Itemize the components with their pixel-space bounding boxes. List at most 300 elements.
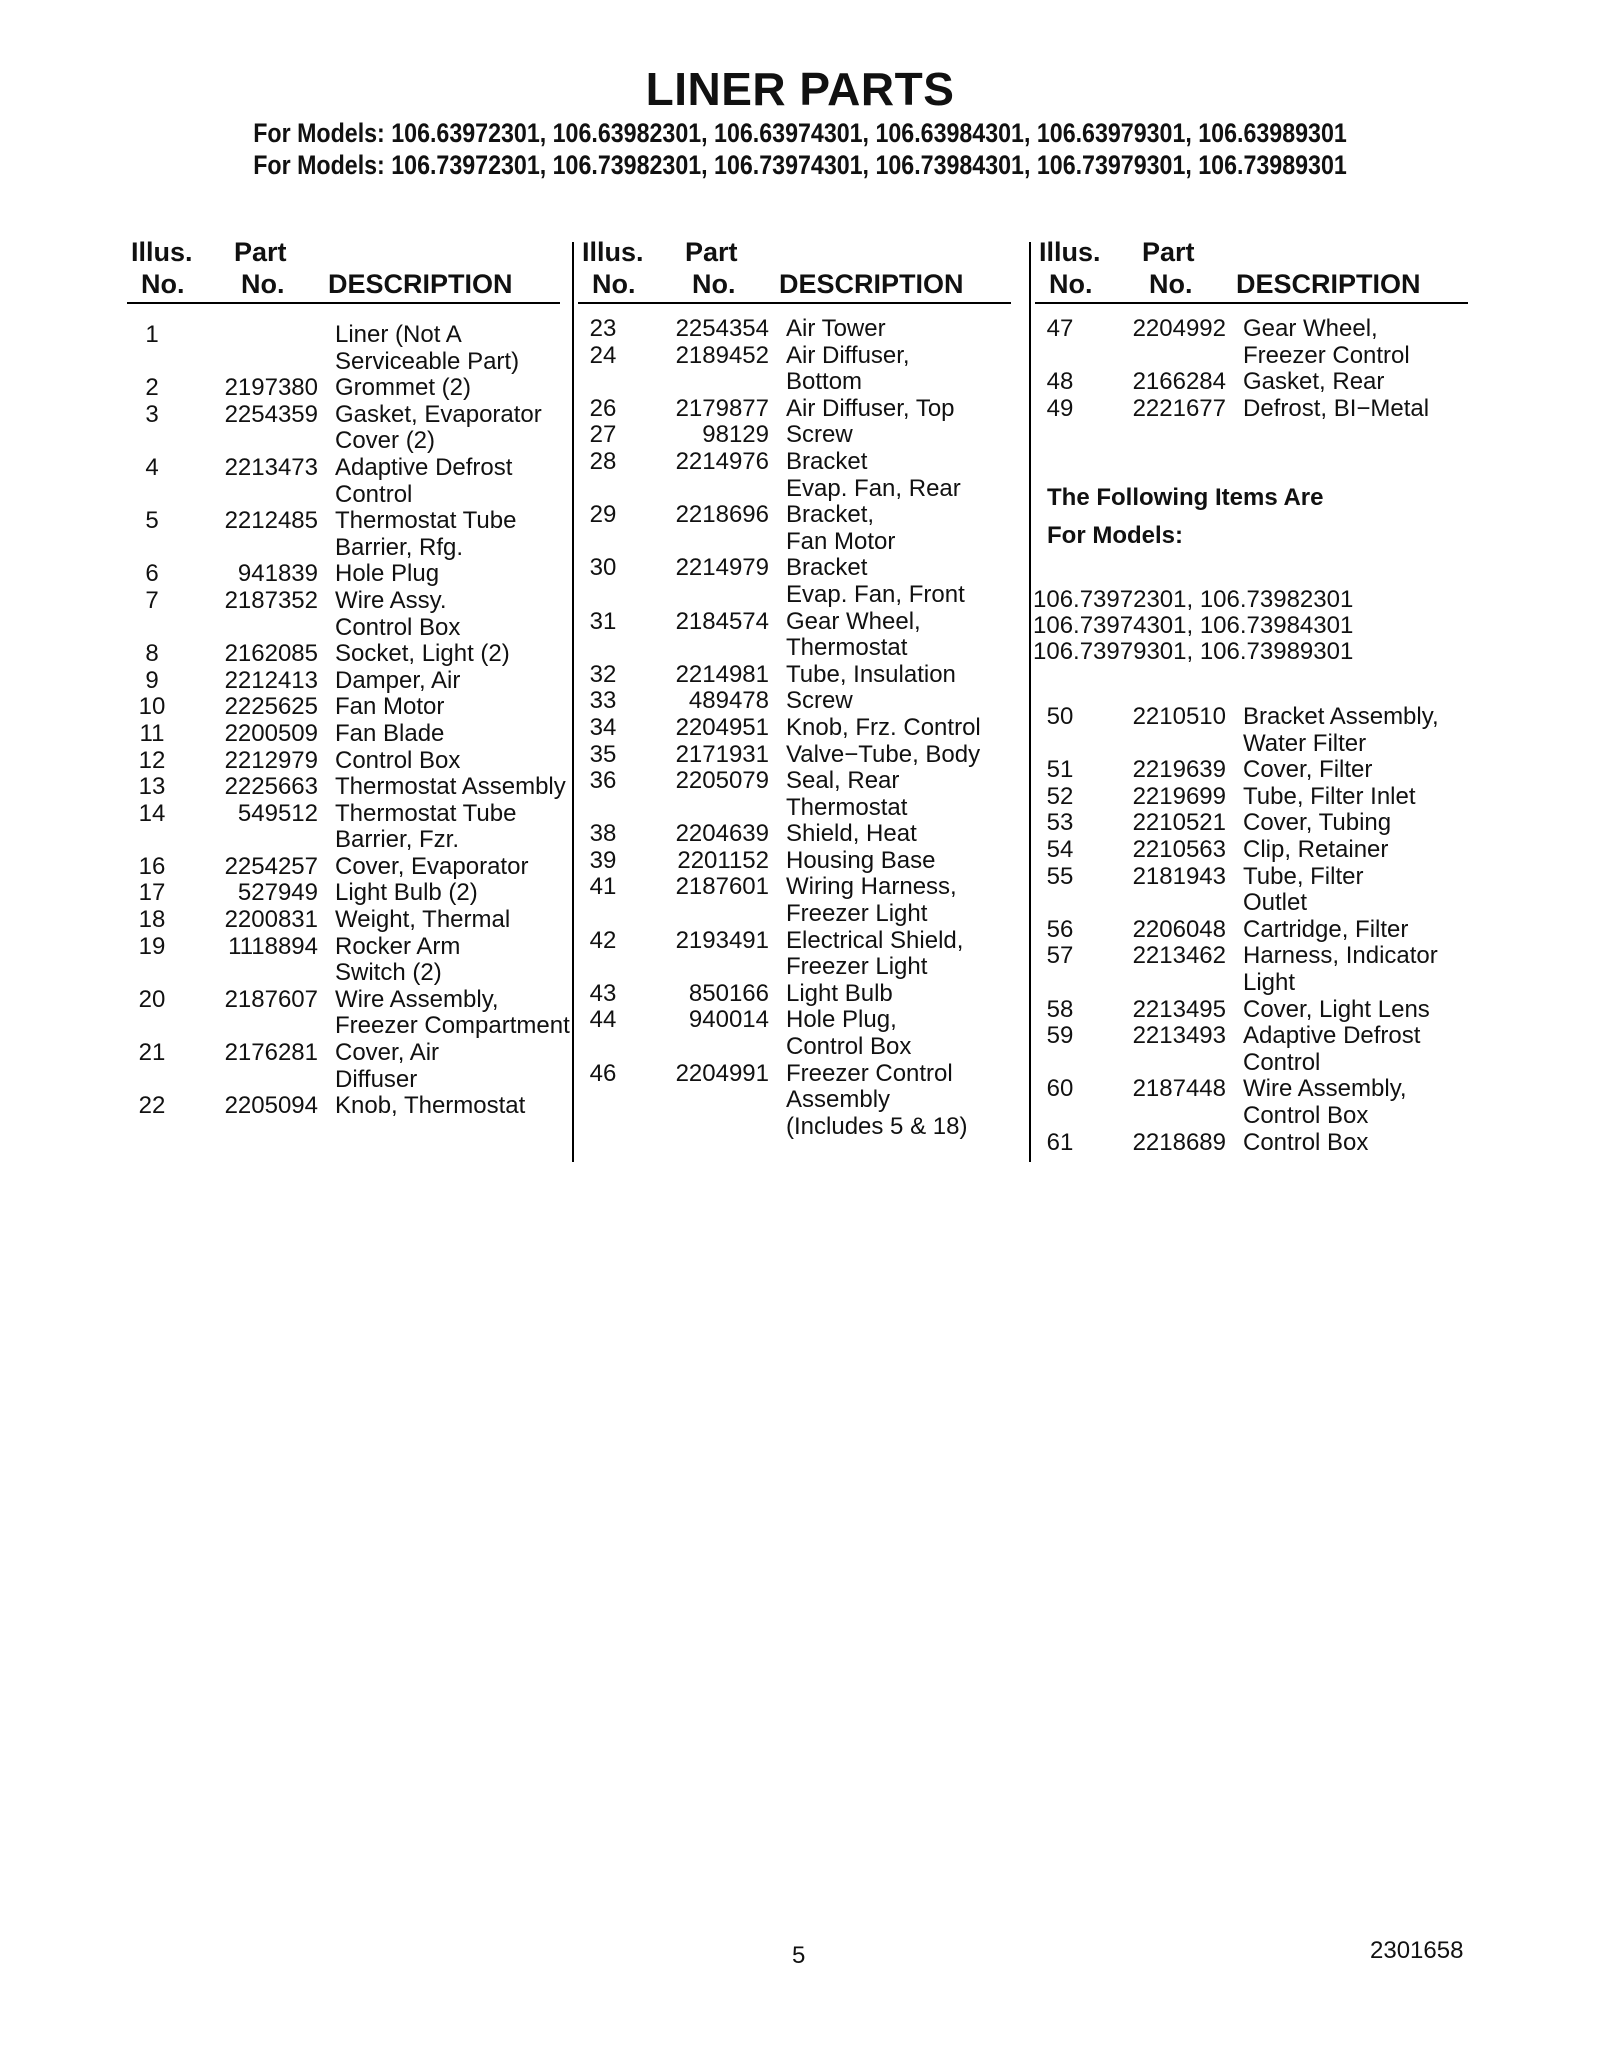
models-line-1: For Models: 106.63972301, 106.63982301, 106.63974301, 106.63984301, 106.63979301, 106.63989301 — [253, 118, 1347, 148]
part-number: 2187607 — [224, 985, 318, 1013]
parts-row — [1035, 757, 1475, 784]
parts-row — [578, 369, 1018, 396]
note-models: 106.73972301, 106.73982301 — [1033, 586, 1354, 613]
illus-number: 51 — [1046, 756, 1074, 784]
illus-number: 8 — [145, 640, 159, 668]
illus-number: 61 — [1046, 1128, 1074, 1156]
header-rule — [127, 302, 560, 304]
part-description: Screw — [786, 687, 853, 715]
parts-column-2 — [578, 236, 1018, 1161]
part-description: Cover, Filter — [1243, 756, 1373, 784]
part-number: 2162085 — [224, 640, 318, 668]
header-illus: Illus. — [131, 237, 193, 267]
parts-row — [1035, 396, 1475, 423]
illus-number: 34 — [589, 713, 617, 741]
part-description: Defrost, BI−Metal — [1243, 394, 1430, 422]
part-description: Light Bulb — [786, 979, 893, 1007]
note-heading: The Following Items Are — [1047, 484, 1324, 511]
parts-row — [127, 748, 567, 775]
part-description: Gasket, Rear — [1243, 368, 1385, 396]
part-description: Grommet (2) — [335, 374, 472, 402]
parts-row — [578, 1007, 1018, 1034]
illus-number: 46 — [589, 1059, 617, 1087]
part-description: Air Diffuser, — [786, 341, 910, 369]
part-description: Barrier, Fzr. — [335, 826, 460, 854]
parts-row — [578, 582, 1018, 609]
models-line-2: For Models: 106.73972301, 106.73982301, 106.73974301, 106.73984301, 106.73979301, 106.73989301 — [253, 150, 1347, 180]
parts-row — [1035, 343, 1475, 370]
parts-column-3 — [1035, 236, 1475, 1161]
part-number: 2206048 — [1132, 915, 1226, 943]
parts-row — [578, 795, 1018, 822]
part-description: Valve−Tube, Body — [786, 740, 981, 768]
illus-number: 58 — [1046, 995, 1074, 1023]
parts-row — [1035, 1076, 1475, 1103]
part-description: Cover, Air — [335, 1039, 440, 1067]
parts-row — [127, 428, 567, 455]
header-description: DESCRIPTION — [779, 269, 964, 299]
parts-row — [578, 476, 1018, 503]
part-number: 2213473 — [224, 453, 318, 481]
part-description: Switch (2) — [335, 959, 442, 987]
illus-number: 49 — [1046, 394, 1074, 422]
header-part: Part — [234, 237, 287, 267]
illus-number: 26 — [589, 394, 617, 422]
illus-number: 2 — [145, 374, 159, 402]
parts-row — [127, 455, 567, 482]
parts-row — [127, 375, 567, 402]
part-description: Assembly — [786, 1086, 891, 1114]
illus-number: 5 — [145, 507, 159, 535]
part-description: Control Box — [335, 613, 461, 641]
part-description: Gear Wheel, — [786, 607, 921, 635]
part-number: 2214979 — [675, 554, 769, 582]
parts-row — [578, 688, 1018, 715]
part-description: Thermostat Tube — [335, 507, 517, 535]
part-description: Cover, Light Lens — [1243, 995, 1430, 1023]
part-number: 2197380 — [224, 374, 318, 402]
page-number: 5 — [792, 1942, 806, 1969]
part-number: 2204639 — [675, 820, 769, 848]
part-description: Evap. Fan, Rear — [786, 474, 961, 502]
parts-row — [1035, 970, 1475, 997]
part-number: 2200831 — [224, 906, 318, 934]
part-description: Seal, Rear — [786, 767, 900, 795]
illus-number: 21 — [138, 1039, 166, 1067]
parts-row — [578, 662, 1018, 689]
parts-row — [127, 694, 567, 721]
parts-row — [127, 801, 567, 828]
part-number: 2225663 — [224, 773, 318, 801]
part-description: Electrical Shield, — [786, 926, 964, 954]
parts-row — [1035, 997, 1475, 1024]
part-description: Shield, Heat — [786, 820, 917, 848]
header-part: Part — [1142, 237, 1195, 267]
part-number: 2201152 — [677, 846, 769, 874]
part-description: Outlet — [1243, 889, 1308, 917]
part-number: 2204992 — [1132, 315, 1226, 342]
parts-row — [578, 1087, 1018, 1114]
header-illus-no: No. — [592, 269, 636, 299]
parts-row — [1035, 890, 1475, 917]
parts-row — [127, 987, 567, 1014]
illus-number: 54 — [1046, 835, 1074, 863]
parts-rows — [578, 316, 1018, 1140]
part-number: 2184574 — [675, 607, 769, 635]
parts-row — [127, 482, 567, 509]
part-description: Weight, Thermal — [335, 906, 511, 934]
parts-row — [127, 641, 567, 668]
illus-number: 53 — [1046, 809, 1074, 837]
parts-row — [127, 934, 567, 961]
parts-row — [127, 349, 567, 376]
parts-row — [1035, 864, 1475, 891]
part-description: Hole Plug — [335, 560, 440, 588]
parts-rows — [127, 321, 570, 1120]
part-number: 941839 — [237, 560, 318, 588]
parts-row — [578, 422, 1018, 449]
part-description: Control Box — [1243, 1128, 1369, 1156]
illus-number: 9 — [145, 666, 159, 694]
parts-row — [578, 821, 1018, 848]
parts-row — [1035, 917, 1475, 944]
parts-row — [127, 1093, 567, 1120]
illus-number: 24 — [589, 341, 617, 369]
parts-row — [578, 901, 1018, 928]
part-number: 2166284 — [1132, 368, 1226, 396]
illus-number: 1 — [145, 321, 159, 348]
column-divider — [572, 242, 574, 1162]
part-number: 489478 — [688, 687, 769, 715]
illus-number: 14 — [138, 799, 166, 827]
parts-row — [1035, 1130, 1475, 1157]
part-description: Hole Plug, — [786, 1006, 897, 1034]
parts-row — [127, 561, 567, 588]
illus-number: 47 — [1046, 315, 1074, 342]
illus-number: 50 — [1046, 703, 1074, 730]
document-number: 2301658 — [1370, 1937, 1464, 1964]
part-description: Fan Motor — [335, 693, 445, 721]
part-description: (Includes 5 & 18) — [786, 1112, 968, 1140]
parts-row — [1035, 316, 1475, 343]
part-description: Fan Blade — [335, 719, 445, 747]
part-description: Barrier, Rfg. — [335, 533, 464, 561]
parts-row — [1035, 784, 1475, 811]
part-description: Light — [1243, 968, 1296, 996]
header-part-no: No. — [241, 269, 285, 299]
part-description: Cartridge, Filter — [1243, 915, 1409, 943]
parts-row — [127, 1012, 570, 1040]
part-description: Screw — [786, 421, 853, 449]
part-description: Serviceable Part) — [335, 347, 520, 375]
parts-row — [127, 774, 567, 801]
illus-number: 31 — [589, 607, 617, 635]
header-description: DESCRIPTION — [1236, 269, 1421, 299]
part-description: Control — [335, 480, 413, 508]
note-subheading: For Models: — [1047, 522, 1183, 549]
part-number: 2214976 — [675, 447, 769, 475]
parts-row — [1035, 1103, 1475, 1130]
part-description: Tube, Filter Inlet — [1243, 782, 1416, 810]
part-description: Bottom — [786, 368, 863, 396]
illus-number: 3 — [145, 400, 159, 428]
part-number: 2210563 — [1132, 835, 1226, 863]
part-description: Diffuser — [335, 1065, 418, 1093]
part-number: 2219639 — [1132, 756, 1226, 784]
part-number: 2254354 — [675, 315, 769, 342]
part-number: 2254257 — [224, 852, 318, 880]
parts-row — [578, 529, 1018, 556]
parts-row — [1035, 943, 1475, 970]
header-rule — [578, 302, 1011, 304]
parts-row — [578, 635, 1018, 662]
parts-row — [578, 502, 1018, 529]
part-number: 2200509 — [224, 719, 318, 747]
illus-number: 22 — [138, 1092, 166, 1120]
part-number: 2210510 — [1132, 703, 1226, 730]
column-header — [578, 236, 1018, 304]
parts-row — [127, 402, 567, 429]
header-description: DESCRIPTION — [328, 269, 513, 299]
illus-number: 13 — [138, 773, 166, 801]
part-number: 2210521 — [1132, 809, 1226, 837]
parts-row — [578, 768, 1018, 795]
parts-row — [1035, 1050, 1475, 1077]
illus-number: 42 — [589, 926, 617, 954]
parts-row — [127, 907, 567, 934]
part-number: 2179877 — [675, 394, 769, 422]
part-description: Wiring Harness, — [786, 873, 957, 901]
part-description: Fan Motor — [786, 527, 896, 555]
header-illus: Illus. — [1039, 237, 1101, 267]
part-description: Freezer Light — [786, 953, 928, 981]
illus-number: 55 — [1046, 862, 1074, 890]
part-description: Cover (2) — [335, 427, 436, 455]
part-description: Tube, Insulation — [786, 660, 956, 688]
header-illus: Illus. — [582, 237, 644, 267]
illus-number: 27 — [589, 421, 617, 449]
note-models: 106.73979301, 106.73989301 — [1033, 638, 1354, 665]
illus-number: 57 — [1046, 942, 1074, 970]
header-part-no: No. — [1149, 269, 1193, 299]
parts-row — [578, 848, 1018, 875]
illus-number: 59 — [1046, 1022, 1074, 1050]
part-number: 2221677 — [1132, 394, 1226, 422]
part-description: Rocker Arm — [335, 932, 461, 960]
part-number: 2212979 — [224, 746, 318, 774]
page-title: LINER PARTS — [645, 63, 955, 115]
parts-row — [578, 1114, 1018, 1141]
illus-number: 20 — [138, 985, 166, 1013]
part-description: Knob, Frz. Control — [786, 713, 981, 741]
parts-row — [1035, 369, 1475, 396]
parts-row — [578, 928, 1018, 955]
parts-row — [1035, 731, 1475, 758]
parts-row — [127, 588, 567, 615]
part-description: Wire Assembly, — [1243, 1075, 1407, 1103]
illus-number: 12 — [138, 746, 166, 774]
illus-number: 60 — [1046, 1075, 1074, 1103]
part-description: Evap. Fan, Front — [786, 580, 965, 608]
part-description: Bracket Assembly, — [1243, 703, 1439, 730]
parts-row — [1035, 1023, 1475, 1050]
part-number: 2218696 — [675, 501, 769, 529]
header-illus-no: No. — [1049, 269, 1093, 299]
part-description: Tube, Filter — [1243, 862, 1364, 890]
illus-number: 35 — [589, 740, 617, 768]
illus-number: 16 — [138, 852, 166, 880]
illus-number: 18 — [138, 906, 166, 934]
part-number: 2213462 — [1132, 942, 1226, 970]
parts-row — [127, 322, 567, 349]
part-description: Air Diffuser, Top — [786, 394, 955, 422]
parts-row — [578, 316, 1018, 343]
part-description: Control — [1243, 1048, 1321, 1076]
parts-row — [578, 954, 1018, 981]
parts-row — [578, 742, 1018, 769]
part-description: Freezer Control — [1243, 341, 1410, 369]
header-part: Part — [685, 237, 738, 267]
part-number: 1118894 — [228, 932, 318, 960]
parts-row — [127, 1067, 567, 1094]
part-number: 2204991 — [675, 1059, 769, 1087]
part-description: Adaptive Defrost — [335, 453, 513, 481]
part-description: Socket, Light (2) — [335, 640, 510, 668]
parts-row — [127, 960, 567, 987]
part-description: Air Tower — [786, 315, 886, 342]
illus-number: 44 — [589, 1006, 617, 1034]
illus-number: 56 — [1046, 915, 1074, 943]
part-description: Control Box — [1243, 1101, 1369, 1129]
part-description: Wire Assembly, — [335, 985, 499, 1013]
illus-number: 52 — [1046, 782, 1074, 810]
part-number: 2187352 — [224, 586, 318, 614]
illus-number: 39 — [589, 846, 617, 874]
parts-row — [127, 721, 567, 748]
illus-number: 28 — [589, 447, 617, 475]
part-number: 2205094 — [224, 1092, 318, 1120]
parts-row — [127, 535, 567, 562]
illus-number: 7 — [145, 586, 159, 614]
header-rule — [1035, 302, 1468, 304]
part-number: 940014 — [688, 1006, 769, 1034]
part-number: 2218689 — [1132, 1128, 1226, 1156]
illus-number: 36 — [589, 767, 617, 795]
part-description: Freezer Control — [786, 1059, 953, 1087]
part-description: Wire Assy. — [335, 586, 447, 614]
part-description: Gear Wheel, — [1243, 315, 1378, 342]
part-description: Freezer Light — [786, 900, 928, 928]
part-number: 527949 — [237, 879, 318, 907]
parts-row — [578, 981, 1018, 1008]
parts-row — [127, 854, 567, 881]
column-divider — [1029, 242, 1031, 1162]
part-description: Thermostat Assembly — [335, 773, 566, 801]
parts-row — [1035, 810, 1475, 837]
part-description: Clip, Retainer — [1243, 835, 1389, 863]
part-description: Thermostat — [786, 793, 908, 821]
part-number: 2219699 — [1132, 782, 1226, 810]
part-number: 2204951 — [675, 713, 769, 741]
parts-row — [578, 715, 1018, 742]
part-description: Thermostat Tube — [335, 799, 517, 827]
header-illus-no: No. — [141, 269, 185, 299]
illus-number: 38 — [589, 820, 617, 848]
part-description: Light Bulb (2) — [335, 879, 478, 907]
parts-row — [127, 508, 567, 535]
illus-number: 41 — [589, 873, 617, 901]
part-description: Control Box — [786, 1033, 912, 1061]
part-number: 2213495 — [1132, 995, 1226, 1023]
parts-row — [1035, 704, 1475, 731]
illus-number: 32 — [589, 660, 617, 688]
parts-row — [1035, 837, 1475, 864]
part-description: Cover, Evaporator — [335, 852, 529, 880]
note-models: 106.73974301, 106.73984301 — [1033, 612, 1354, 639]
part-number: 850166 — [688, 979, 769, 1007]
part-description: Freezer Compartment — [335, 1012, 570, 1040]
column-header — [1035, 236, 1475, 304]
illus-number: 23 — [589, 315, 617, 342]
part-number: 2181943 — [1132, 862, 1226, 890]
parts-row — [127, 827, 567, 854]
part-description: Thermostat — [786, 634, 908, 662]
parts-row — [127, 668, 567, 695]
parts-row — [578, 1061, 1018, 1088]
part-description: Control Box — [335, 746, 461, 774]
extra-parts-rows — [1035, 704, 1475, 1156]
column-header — [127, 236, 567, 304]
illus-number: 17 — [138, 879, 166, 907]
illus-number: 43 — [589, 979, 617, 1007]
part-number: 2193491 — [675, 926, 769, 954]
part-description: Adaptive Defrost — [1243, 1022, 1421, 1050]
part-number: 2171931 — [675, 740, 769, 768]
parts-row — [578, 555, 1018, 582]
illus-number: 30 — [589, 554, 617, 582]
part-description: Bracket — [786, 554, 868, 582]
illus-number: 48 — [1046, 368, 1074, 396]
part-number: 2212485 — [224, 507, 318, 535]
part-number: 549512 — [237, 799, 318, 827]
part-description: Bracket — [786, 447, 868, 475]
parts-row — [127, 615, 567, 642]
part-number: 2214981 — [675, 660, 769, 688]
header-part-no: No. — [692, 269, 736, 299]
part-number: 98129 — [702, 421, 769, 449]
parts-row — [578, 449, 1018, 476]
part-description: Housing Base — [786, 846, 936, 874]
part-number: 2176281 — [224, 1039, 318, 1067]
parts-row — [578, 609, 1018, 636]
parts-row — [578, 396, 1018, 423]
illus-number: 10 — [138, 693, 166, 721]
part-description: Water Filter — [1243, 729, 1367, 757]
part-description: Cover, Tubing — [1243, 809, 1392, 837]
parts-row — [127, 1040, 567, 1067]
parts-row — [127, 880, 567, 907]
illus-number: 33 — [589, 687, 617, 715]
illus-number: 19 — [138, 932, 166, 960]
part-description: Gasket, Evaporator — [335, 400, 542, 428]
parts-row — [578, 343, 1018, 370]
parts-column-1 — [127, 236, 570, 1161]
part-number: 2213493 — [1132, 1022, 1226, 1050]
part-number: 2254359 — [224, 400, 318, 428]
part-number: 2189452 — [675, 341, 769, 369]
illus-number: 6 — [145, 560, 159, 588]
part-description: Bracket, — [786, 501, 875, 529]
